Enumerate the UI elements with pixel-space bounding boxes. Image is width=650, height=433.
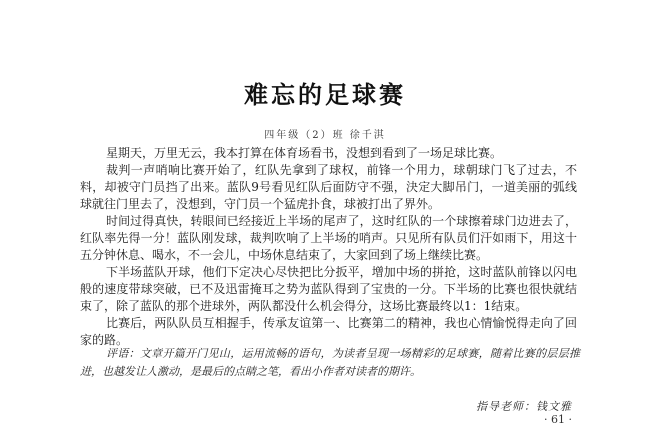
- author-byline: 四年级（2）班 徐千淇: [264, 130, 386, 141]
- paragraph-3: 时间过得真快，转眼间已经接近上半场的尾声了，这时红队的一个球擦着球门边进去了，红队率先得一分！蓝队刚发球，裁判吹响了上半场的哨声。只见所有队员们汗如雨下，用这十五分钟休息、喝水，不一会儿，中场休息结束了，大家回到了场上继续比赛。: [80, 214, 577, 262]
- paragraph-5: 比赛后，两队队员互相握手，传承友谊第一、比赛第二的精神，我也心情愉悦得走向了回家的路。: [80, 316, 577, 347]
- paragraph-4: 下半场蓝队开球，他们下定决心尽快把比分扳平，增加中场的拼抢，这时蓝队前锋以闪电般的速度带球突破，已不及迅雷掩耳之势为蓝队得到了宝贵的一分。下半场的比赛也很快就结束了，除了蓝队的那个进球外，两队都没什么机会得分，这场比赛最终以1：1结束。: [80, 265, 577, 313]
- teacher-comment: [80, 345, 580, 381]
- article-title: 难忘的足球赛: [244, 81, 406, 109]
- paragraph-2: 裁判一声哨响比赛开始了，红队先拿到了球权，前锋一个用力，球朝球门飞了过去，不料，却被守门员挡了出来。蓝队9号看见红队后面防守不强，決定大脚吊门，一道美丽的弧线球就往门里去了，没想到，守门员一个猛虎扑食，球被打出了界外。: [80, 163, 577, 211]
- advisor-credit: 指导老师：钱文雅: [476, 400, 572, 413]
- comment-text: 评语：文章开篇开门见山，运用流畅的语句，为读者呈现一场精彩的足球赛，随着比赛的层层推进，也越发让人激动，是最后的点睛之笔，看出小作者对读者的期许。: [80, 347, 580, 378]
- page-number: · 61 ·: [544, 413, 572, 426]
- article-body: [80, 145, 577, 349]
- paragraph-1: 星期天，万里无云，我本打算在体育场看书，没想到看到了一场足球比赛。: [106, 146, 503, 160]
